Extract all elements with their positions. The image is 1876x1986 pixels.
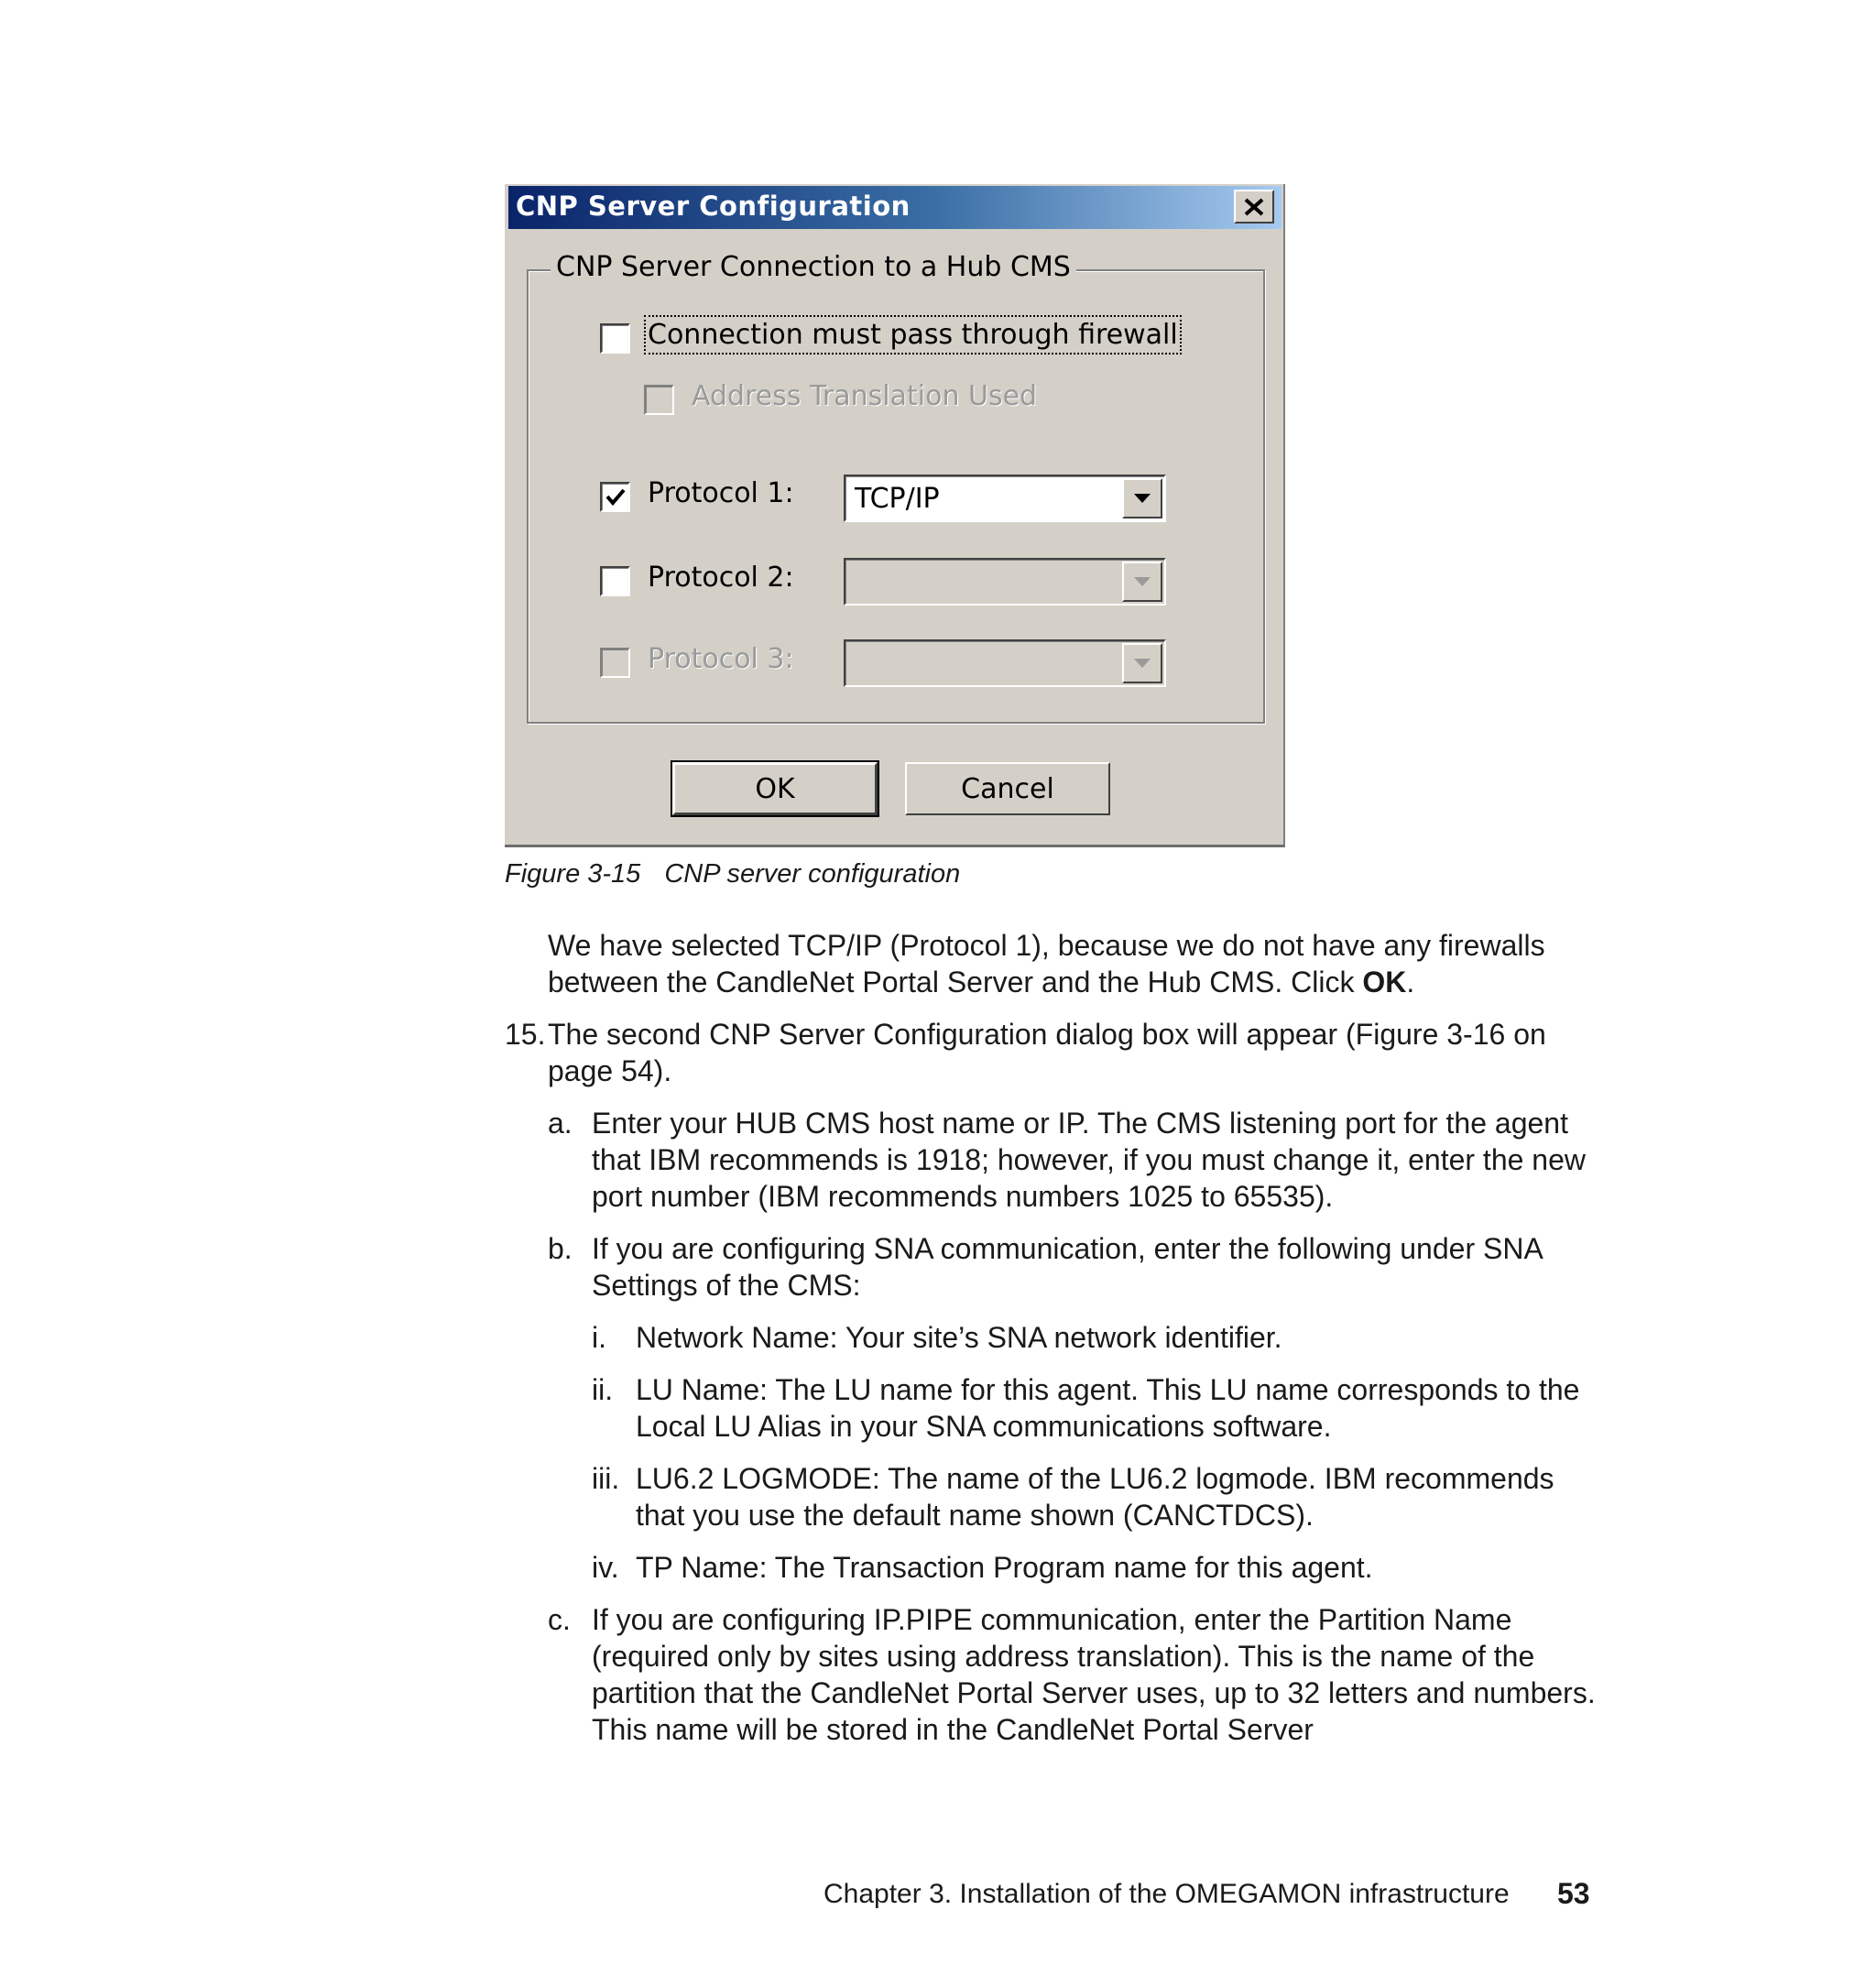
intro-text: We have selected TCP/IP (Protocol 1), because we do not have any firewalls between the CandleNet Portal Server and the Hub CMS. Click xyxy=(548,929,1545,998)
subitem-iv-marker: iv. xyxy=(592,1551,619,1584)
address-translation-checkbox[interactable] xyxy=(644,385,674,415)
subitem-iii-text: LU6.2 LOGMODE: The name of the LU6.2 logmode. IBM recommends that you use the default name shown (CANCTDCS). xyxy=(636,1462,1554,1532)
item-a-marker: a. xyxy=(548,1107,573,1140)
address-translation-label: Address Translation Used xyxy=(692,380,1038,412)
protocol-3-select[interactable] xyxy=(844,639,1166,687)
protocol-2-checkbox[interactable] xyxy=(600,566,630,596)
ok-button[interactable]: OK xyxy=(672,762,878,815)
subitem-iii-marker: iii. xyxy=(592,1462,620,1495)
chapter-footer: Chapter 3. Installation of the OMEGAMON infrastructure xyxy=(823,1879,1510,1909)
protocol-1-label: Protocol 1: xyxy=(648,477,794,509)
subitem-i-text: Network Name: Your site’s SNA network identifier. xyxy=(636,1321,1282,1354)
chevron-down-icon xyxy=(1134,494,1151,503)
intro-paragraph xyxy=(548,927,1601,1000)
intro-bold-ok: OK xyxy=(1362,966,1407,998)
protocol-2-select[interactable] xyxy=(844,558,1166,606)
intro-end: . xyxy=(1406,966,1415,998)
protocol-2-label: Protocol 2: xyxy=(648,562,794,594)
subitem-ii-marker: ii. xyxy=(592,1373,614,1406)
group-label: CNP Server Connection to a Hub CMS xyxy=(551,251,1076,283)
subitem-iv-text: TP Name: The Transaction Program name for this agent. xyxy=(636,1551,1373,1584)
protocol-1-dropdown-button[interactable] xyxy=(1122,478,1162,518)
chevron-down-icon xyxy=(1134,659,1151,668)
subitem-i-marker: i. xyxy=(592,1321,606,1354)
step-15-text: The second CNP Server Configuration dialog box will appear (Figure 3-16 on page 54). xyxy=(548,1018,1546,1087)
protocol-1-value: TCP/IP xyxy=(855,483,940,515)
item-c-text: If you are configuring IP.PIPE communication, enter the Partition Name (required only by sites using address translation). This is the name of the partition that the CandleNet Portal Server uses, up to 32 letters and numbers. This name will be stored in the CandleNet Portal Server xyxy=(592,1603,1596,1746)
page-number: 53 xyxy=(1557,1877,1590,1910)
dialog-titlebar xyxy=(508,186,1282,229)
dialog-title: CNP Server Configuration xyxy=(516,191,911,222)
figure-number: Figure 3-15 xyxy=(505,859,641,889)
checkmark-icon xyxy=(605,486,627,508)
cancel-button[interactable]: Cancel xyxy=(905,762,1110,815)
hub-cms-connection-group xyxy=(527,251,1265,724)
cnp-server-configuration-dialog xyxy=(505,184,1285,847)
protocol-3-dropdown-button[interactable] xyxy=(1122,643,1162,683)
figure-caption xyxy=(505,859,960,889)
close-icon xyxy=(1242,197,1266,217)
firewall-checkbox[interactable] xyxy=(600,323,630,354)
firewall-checkbox-label[interactable]: Connection must pass through firewall xyxy=(648,319,1178,351)
step-15-number: 15. xyxy=(505,1018,546,1051)
figure-title: CNP server configuration xyxy=(664,859,961,889)
item-a-text: Enter your HUB CMS host name or IP. The CMS listening port for the agent that IBM recommends is 1918; however, if you must change it, enter the new port number (IBM recommends numbers 1025 to 65535). xyxy=(592,1107,1586,1213)
chevron-down-icon xyxy=(1134,577,1151,586)
subitem-ii-text: LU Name: The LU name for this agent. This LU name corresponds to the Local LU Alias in your SNA communications software. xyxy=(636,1373,1580,1443)
item-c-marker: c. xyxy=(548,1603,571,1636)
protocol-1-select[interactable] xyxy=(844,475,1166,522)
protocol-3-label: Protocol 3: xyxy=(648,643,794,675)
protocol-2-dropdown-button[interactable] xyxy=(1122,562,1162,602)
close-button[interactable] xyxy=(1234,190,1274,224)
protocol-1-checkbox[interactable] xyxy=(600,482,630,512)
item-b-text: If you are configuring SNA communication, enter the following under SNA Settings of the CMS: xyxy=(592,1232,1543,1302)
item-b-marker: b. xyxy=(548,1232,573,1265)
protocol-3-checkbox[interactable] xyxy=(600,648,630,678)
